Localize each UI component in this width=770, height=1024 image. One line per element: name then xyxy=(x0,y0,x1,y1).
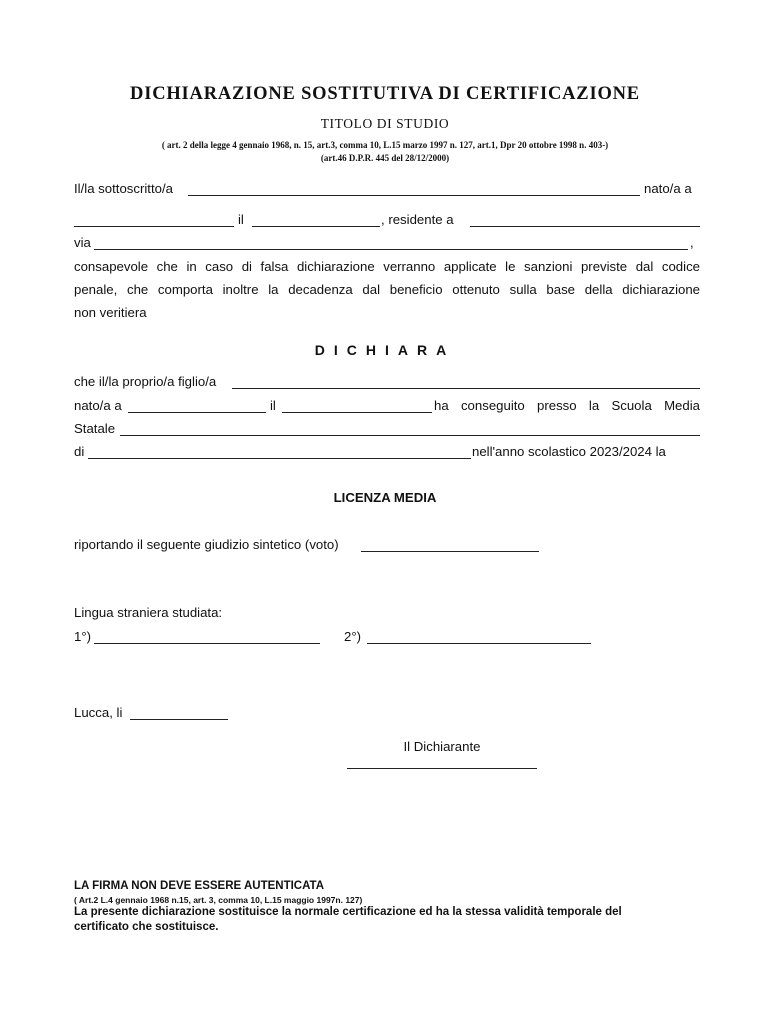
label-conseguito: ha conseguito presso la Scuola Media xyxy=(434,398,700,413)
field-data[interactable] xyxy=(130,719,228,720)
licenza-media-heading: LICENZA MEDIA xyxy=(333,490,437,505)
field-figlio-luogo-nascita[interactable] xyxy=(128,412,266,413)
dichiara-heading: DICHIARA xyxy=(314,342,456,358)
footer-validity-line-2: certificato che sostituisce. xyxy=(74,921,219,933)
field-residenza[interactable] xyxy=(470,226,700,227)
field-data-nascita[interactable] xyxy=(252,226,380,227)
field-lingua-1[interactable] xyxy=(94,643,320,644)
field-voto[interactable] xyxy=(361,551,539,552)
label-lingua-1: 1°) xyxy=(74,629,91,644)
label-nato-a: nato/a a xyxy=(644,181,692,196)
trailing-comma: , xyxy=(690,235,694,250)
footer-validity-line-1: La presente dichiarazione sostituisce la normale certificazione ed ha la stessa validità temporale del xyxy=(74,906,622,918)
label-anno-scolastico: nell'anno scolastico 2023/2024 la xyxy=(472,444,666,459)
awareness-line-2: penale, che comporta inoltre la decadenza dal beneficio ottenuto sulla base della dichiarazione xyxy=(74,282,700,297)
law-reference-line-1: ( art. 2 della legge 4 gennaio 1968, n. 15, art.3, comma 10, L.15 marzo 1997 n. 127, art.1, Dpr 20 ottobre 1998 n. 403-) xyxy=(161,140,609,150)
field-figlio-data-nascita[interactable] xyxy=(282,412,432,413)
awareness-line-1: consapevole che in caso di falsa dichiarazione verranno applicate le sanzioni previste dal codice xyxy=(74,259,700,274)
label-il: il xyxy=(238,212,244,227)
label-giudizio: riportando il seguente giudizio sintetico (voto) xyxy=(74,537,339,552)
label-luogo-data: Lucca, li xyxy=(74,705,123,720)
label-figlio-nato-a: nato/a a xyxy=(74,398,122,413)
label-lingua-straniera: Lingua straniera studiata: xyxy=(74,605,223,620)
label-via: via xyxy=(74,235,91,250)
field-scuola-statale[interactable] xyxy=(120,435,700,436)
law-reference-line-2: (art.46 D.P.R. 445 del 28/12/2000) xyxy=(320,153,450,163)
field-via[interactable] xyxy=(94,249,688,250)
field-lingua-2[interactable] xyxy=(367,643,591,644)
label-lingua-2: 2°) xyxy=(344,629,361,644)
document-subtitle: TITOLO DI STUDIO xyxy=(320,116,450,131)
field-localita-scuola[interactable] xyxy=(88,458,471,459)
document-title: DICHIARAZIONE SOSTITUTIVA DI CERTIFICAZIONE xyxy=(130,84,640,104)
field-luogo-nascita[interactable] xyxy=(74,226,234,227)
field-firma[interactable] xyxy=(347,768,537,769)
label-di: di xyxy=(74,444,85,459)
field-nome-figlio[interactable] xyxy=(232,388,700,389)
label-residente: , residente a xyxy=(381,212,454,227)
footer-law-reference: ( Art.2 L.4 gennaio 1968 n.15, art. 3, comma 10, L.15 maggio 1997n. 127) xyxy=(74,895,363,905)
awareness-line-3: non veritiera xyxy=(74,305,147,320)
label-sottoscritto: Il/la sottoscritto/a xyxy=(74,181,173,196)
field-nome-dichiarante[interactable] xyxy=(188,195,640,196)
footer-no-autentica: LA FIRMA NON DEVE ESSERE AUTENTICATA xyxy=(74,880,325,892)
label-figlio: che il/la proprio/a figlio/a xyxy=(74,374,217,389)
label-figlio-il: il xyxy=(270,398,276,413)
label-statale: Statale xyxy=(74,421,116,436)
label-dichiarante: Il Dichiarante xyxy=(403,739,481,754)
